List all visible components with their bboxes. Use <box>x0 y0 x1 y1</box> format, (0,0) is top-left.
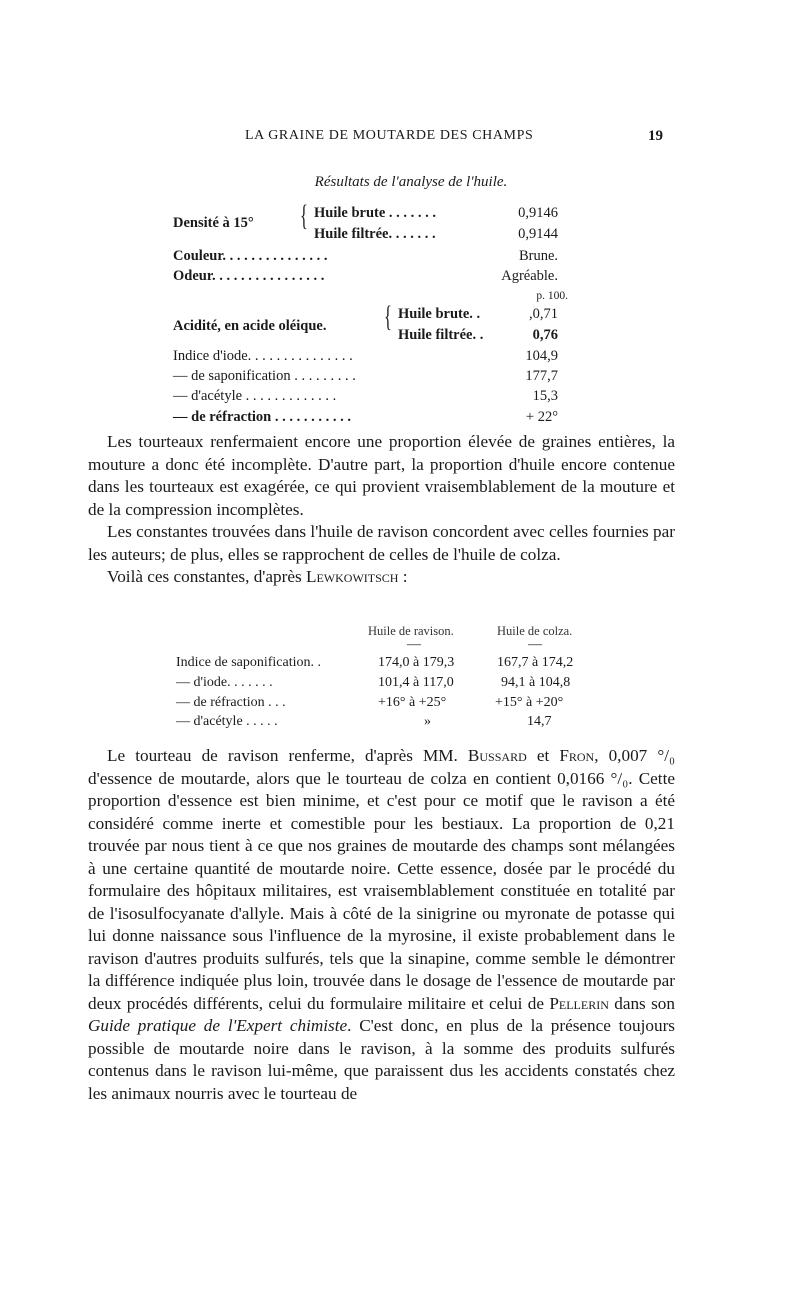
odeur-label: Odeur. . . . . . . . . . . . . . . . <box>173 268 325 284</box>
density-row-label: Huile brute . . . . . . . <box>314 205 437 221</box>
indice-label: Indice d'iode. . . . . . . . . . . . . . . <box>173 348 353 364</box>
acidity-row-label: Huile brute. . <box>398 306 481 322</box>
indice-label: — d'acétyle . . . . . . . . . . . . . <box>173 388 337 404</box>
density-row-value: 0,9146 <box>518 205 558 221</box>
comparison-colza-value: 167,7 à 174,2 <box>497 655 574 670</box>
density-row-label: Huile filtrée. . . . . . . <box>314 226 436 242</box>
comparison-row-label: — d'iode. . . . . . . <box>176 675 273 690</box>
density-label: Densité à 15° <box>173 215 254 231</box>
density-brace: { <box>300 199 308 232</box>
comparison-ravison-value: 174,0 à 179,3 <box>378 655 455 670</box>
comparison-ravison-value: 101,4 à 117,0 <box>378 675 454 690</box>
acidity-row-value: ,0,71 <box>529 306 558 322</box>
author-name: Fron <box>559 746 595 765</box>
page-number: 19 <box>648 128 663 144</box>
column-header-ravison: Huile de ravison. <box>368 624 454 638</box>
indice-value: + 22° <box>525 409 558 425</box>
comparison-colza-value: 14,7 <box>527 714 552 729</box>
acidity-row-label: Huile filtrée. . <box>398 327 484 343</box>
running-header <box>0 128 800 148</box>
column-header-colza: Huile de colza. <box>497 624 573 638</box>
comparison-row-label: — de réfraction . . . <box>176 695 286 710</box>
indice-value: 104,9 <box>525 348 558 364</box>
section-title: Résultats de l'analyse de l'huile. <box>314 174 508 190</box>
paragraph: Les tourteaux renfermaient encore une proportion élevée de graines entières, la mouture a donc été incomplète. D'autre part, la proportion d'huile encore contenue dans les tourteaux est exagérée, ce qui provient vraisemblablement de la mouture et de la compression incomplètes. <box>88 432 675 519</box>
comparison-row-label: Indice de saponification. . <box>176 655 322 670</box>
body-text-bottom <box>88 745 675 1105</box>
comparison-colza-value: +15° à +20° <box>495 695 564 710</box>
author-name: Pellerin <box>549 993 609 1013</box>
odeur-value: Agréable. <box>501 268 558 284</box>
author-name: Bussard <box>467 746 527 765</box>
comparison-ravison-value: +16° à +25° <box>378 695 447 710</box>
couleur-value: Brune. <box>518 248 558 264</box>
author-name: Lewkowitsch <box>305 567 399 586</box>
column-dash: — <box>528 637 542 652</box>
unit-label: p. 100. <box>536 290 568 302</box>
body-text-top <box>88 431 675 589</box>
paragraph: Le tourteau de ravison renferme, d'après MM. Bussard et Fron, 0,007 °/₀ d'essence de moutarde, alors que le tourteau de colza en contient 0,0166 °/₀. Cette proportion d'essence est bien minime, et c'est pour ce motif que le ravison a été considéré comme inerte et comestible pour les bestiaux. La proportion de 0,21 trouvée par nous tient à ce que nos graines de moutarde des champs sont mélangées à une certaine quantité de moutarde noire. Cette essence, dosée par le procédé du formulaire des hôpitaux militaires, est vraisemblablement constituée en totalité par de l'isosulfocyanate d'allyle. Mais à côté de la sinigrine ou myronate de potasse qui lui donne naissance sous l'influence de la myrosine, il existe probablement dans le ravison d'autres produits sulfurés, tels que la sinapine, comme semble le démontrer la différence indiquée plus loin, trouvée dans le dosage de l'essence de moutarde par deux procédés différents, celui du formulaire militaire et celui de Pellerin dans son Guide pratique de l'Expert chimiste. C'est donc, en plus de la présence toujours possible de moutarde noire dans le ravison, à la somme des produits sulfurés contenus dans le ravison lui-même, que paraissent dus les accidents constatés chez les animaux nourris avec le tourteau de <box>88 746 675 1103</box>
acidity-row-value: 0,76 <box>532 327 558 343</box>
indice-label: — de saponification . . . . . . . . . <box>173 368 356 384</box>
paragraph: Voilà ces constantes, d'après Lewkowitsch : <box>107 567 408 586</box>
paragraph: Les constantes trouvées dans l'huile de ravison concordent avec celles fournies par les auteurs; de plus, elles se rapprochent de celles de l'huile de colza. <box>88 522 675 564</box>
acidity-brace: { <box>384 300 392 333</box>
acidity-label: Acidité, en acide oléique. <box>173 318 327 334</box>
running-title: LA GRAINE DE MOUTARDE DES CHAMPS <box>245 128 534 143</box>
comparison-ravison-value: » <box>424 714 431 729</box>
comparison-colza-value: 94,1 à 104,8 <box>501 675 571 690</box>
indice-value: 15,3 <box>532 388 558 404</box>
book-title: Guide pratique de l'Expert chimiste <box>88 1016 348 1035</box>
couleur-label: Couleur. . . . . . . . . . . . . . . <box>173 248 328 264</box>
column-dash: — <box>407 637 421 652</box>
density-row-value: 0,9144 <box>518 226 558 242</box>
comparison-row-label: — d'acétyle . . . . . <box>176 714 278 729</box>
indice-value: 177,7 <box>525 368 558 384</box>
indice-label: — de réfraction . . . . . . . . . . . <box>173 409 351 425</box>
